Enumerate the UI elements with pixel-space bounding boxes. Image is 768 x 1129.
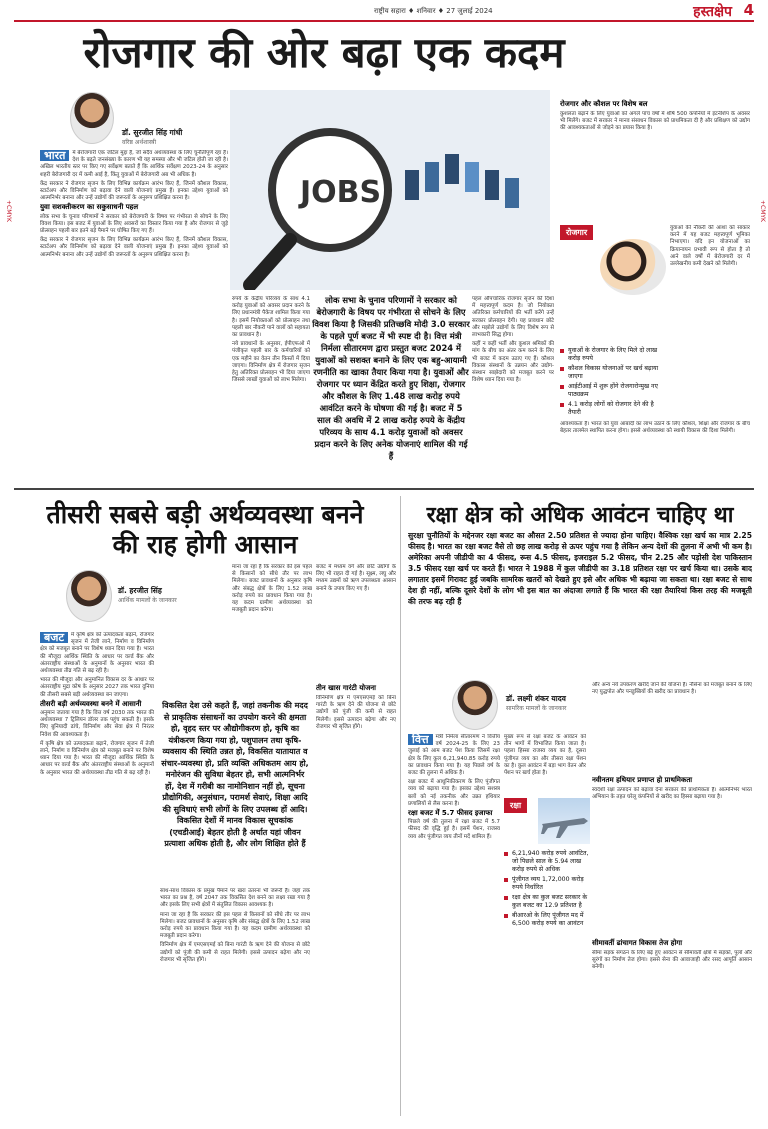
section-divider	[14, 488, 754, 490]
paragraph: में कृषि क्षेत्र को उत्पादकता बढ़ाने, रोजगार सृजन में तेजी लाने, निर्माण व विनिर्माण क्षेत्र को मजबूत बनाने पर विशेष ध्यान दिया गया है। भारत की मौजूदा आर्थिक स्थिति के आधार पर वर्ल्ड बैंक और अंतरराष्ट्रीय संस्थाओं के अनुमानों के अनुसार भारत की अर्थव्यवस्था तीव्र गति से बढ़ रही है।	[40, 632, 154, 675]
highlight-item: कौशल विकास योजनाओं पर खर्च बढ़ाया जाएगा	[560, 365, 664, 381]
article3-col3-head2: सीमावर्ती ढांचागत विकास तेज होगा	[592, 939, 683, 947]
article2-column-3	[316, 564, 396, 674]
paragraph: में बेरोजगारी एक जटिल मुद्दा है, जो सदैव अर्थव्यवस्था के लिए चुनौतीपूर्ण रहा है। देश के बढ़ते जनसंख्या के कारण भी यह समस्या और भी जटिल होती जा रही है। अखिल भारतीय स्तर पर किए गए सर्वेक्षण बताते हैं कि आर्थिक सर्वेक्षण 2023-24 के अनुसार शहरी बेरोजगारी दर में कमी आई है, किंतु युवाओं में बेरोजगारी अब भी अधिक है।	[40, 150, 228, 178]
paragraph: युवाओं की नौकरी की आशा को साकार करने में यह बजट महत्त्वपूर्ण भूमिका निभाएगा। यदि इन योजनाओं का क्रियान्वयन प्रभावी रूप से होता है तो आने वाले वर्षों में बेरोजगारी दर में उल्लेखनीय कमी देखने को मिलेगी।	[670, 225, 750, 268]
paragraph: साथ-साथ विकास के प्रमुख पैमाने पर खरा उतरना भी जरूरी है। जहां तक भारत का प्रश्न है, वर्ष 2047 तक विकसित देश बनने का लक्ष्य रखा गया है और इसके लिए सभी क्षेत्रों में संतुलित विकास आवश्यक है।	[160, 888, 310, 909]
jet-icon	[538, 798, 590, 844]
highlight-item: बीआरओ के लिए पूंजीगत मद में 6,500 करोड़ रुपये का आवंटन	[504, 912, 590, 928]
article3-col3-head: नवीनतम हथियार प्रणाप्त हो प्राथमिकता	[592, 776, 693, 784]
defence-box	[504, 798, 590, 1098]
paragraph: कहीं न कहीं भर्ती और कुशल श्रमिकों की मांग के बीच का अंतर कम करने के लिए भी बजट में कदम उठाए गए हैं। कौशल विकास संस्थानों के उन्नयन और उद्योग-संस्थान साझेदारी को मजबूत करने पर विशेष ध्यान दिया गया है।	[472, 341, 554, 384]
article3-column-3	[592, 682, 752, 1110]
paragraph: रुपये के केंद्रीय परिव्यय के साथ 4.1 करोड़ युवाओं को अवसर प्रदान करने के लिए प्रधानमंत्री पैकेज शामिल किया गया है। इसमें नियोक्ताओं को प्रोत्साहन तथा पहली बार नौकरी पाने वालों को सहायता का प्रावधान है।	[232, 296, 310, 339]
article1-column-3	[472, 296, 554, 476]
paragraph: पहल औपचारिक रोजगार सृजन की दिशा में महत्त्वपूर्ण कदम है। जो नियोक्ता अतिरिक्त कर्मचारियों की भर्ती करेंगे उन्हें सरकार प्रोत्साहन देगी। यह प्रावधान छोटे और मझोले उद्योगों के लिए विशेष रूप से लाभकारी सिद्ध होगा।	[472, 296, 554, 339]
highlight-item: युवाओं के रोजगार के लिए मिले दो लाख करोड़ रुपये	[560, 347, 664, 363]
masthead	[14, 1, 754, 22]
article1-highlights	[560, 347, 664, 417]
article1-author-photo	[70, 92, 114, 144]
article2-author-role: आर्थिक मामलों के जानकार	[118, 597, 177, 604]
article3-author: डॉ. लक्ष्मी शंकर यादव	[506, 694, 566, 703]
article3-author-photo	[452, 680, 498, 730]
article2-headline: तीसरी सबसे बड़ी अर्थव्यवस्था बनने की राह होगी आसान	[46, 500, 364, 559]
paragraph: पिछले वर्ष की तुलना में रक्षा बजट में 5.7 फीसद की वृद्धि हुई है। इसमें पेंशन, राजस्व व्यय और पूंजीगत व्यय तीनों मदें शामिल हैं।	[408, 819, 500, 840]
article1-column-1	[40, 150, 228, 480]
paragraph: रक्षा बजट में आधुनिकीकरण के लिए पूंजीगत व्यय को बढ़ाया गया है। इसका उद्देश्य सशस्त्र बलों को नई तकनीक और उन्नत हथियार प्रणालियों से लैस करना है।	[408, 779, 500, 807]
paragraph: स्वदेशी रक्षा उत्पादन को बढ़ावा देना सरकार की प्राथमिकता है। आत्मनिर्भर भारत अभियान के तहत घरेलू कंपनियों से खरीद का हिस्सा बढ़ाया गया है।	[592, 787, 752, 801]
youth-group-photo	[600, 239, 666, 295]
paragraph: कुशलता बढ़ाने के लिए युवाओं को अगले पांच वर्षों में शीर्ष 500 कंपनियों में इंटर्नशिप के अवसर भी मिलेंगे। बजट में सरकार ने मानव संसाधन विकास को प्राथमिकता दी है और प्रशिक्षण को उद्योग की आवश्यकताओं से जोड़ने का प्रयास किया है।	[560, 111, 750, 132]
article1-headline: रोजगार की ओर बढ़ा एक कदम	[83, 28, 565, 77]
article2-drop-word: बजट	[40, 632, 68, 643]
person-figure	[405, 170, 419, 200]
article2-author: डॉ. हरजीत सिंह	[118, 586, 162, 595]
paragraph: बजट में मध्यम वर्ग और छोटे उद्योगों के लिए भी राहत दी गई है। सूक्ष्म, लघु और मध्यम उद्यमों को ऋण उपलब्धता आसान बनाने के उपाय किए गए हैं।	[316, 564, 396, 592]
paragraph: मंत्री निर्मला सीतारमण ने वित्तीय वर्ष 2024-25 के लिए 23 जुलाई को आम बजट पेश किया जिसमें रक्षा क्षेत्र के लिए कुल 6,21,940.85 करोड़ रुपये का प्रावधान किया गया है। यह पिछले वर्ष के बजट की तुलना में अधिक है।	[408, 734, 500, 777]
highlight-item: 6,21,940 करोड़ रुपये आवंटित, जो पिछले साल के 5.94 लाख करोड़ रुपये से अधिक	[504, 850, 590, 874]
highlight-item: 4.1 करोड़ लोगों को रोजगार देने की है तैयारी	[560, 401, 664, 417]
page-number: 4	[743, 1, 754, 19]
article1-author: डॉ. सुरजीत सिंह गांधी	[122, 128, 183, 137]
article3-highlights	[504, 850, 590, 930]
article1-byline	[122, 128, 242, 146]
jobs-illustration	[230, 90, 550, 290]
paragraph: सीमा सड़क संगठन के लिए बढ़े हुए आवंटन से सीमावर्ती क्षेत्रों में सड़कों, पुलों और सुरंगों का निर्माण तेज होगा। इससे सेना की आवाजाही और रसद आपूर्ति आसान बनेगी।	[592, 950, 752, 971]
brand-logo: हस्तक्षेप	[693, 4, 732, 20]
article2-pull-quote: विकसित देश उसे कहते हैं, जहां तकनीक की मदद से प्राकृतिक संसाधनों का उपयोग करने की क्षमता हो, वृहद स्तर पर औद्योगीकरण हो, कृषि का यंत्रीकरण किया गया हो, पशुपालन तथा कृषि-व्यवसाय की स्थिति उन्नत हो, विकसित यातायात व संचार-व्यवस्था हो, प्रति व्यक्ति अधिकतम आय हो, मनोरंजन की सुविधा बेहतर हो, सभी आत्मनिर्भर हों, देश में गरीबी का नामोनिशान नहीं हो, सूचना प्रौद्योगिकी, अनुसंधान, परामर्श सेवाएं, शिक्षा आदि की सुविधाएं सभी लोगों के लिए उपलब्ध हों आदि। विकसित देशों में मानव विकास सूचकांक (एचडीआई) बेहतर होती है अर्थात यहां जीवन प्रत्याशा अधिक होती है, और लोग शिक्षित होते हैं	[161, 701, 309, 848]
person-figure	[465, 162, 479, 192]
article2-byline	[118, 586, 228, 604]
article3-headline: रक्षा क्षेत्र को अधिक आवंटन चाहिए था	[426, 502, 734, 528]
article3-column-1	[408, 734, 500, 1108]
article2-bottom-column	[160, 888, 310, 1108]
article3-byline	[506, 694, 596, 712]
paragraph: लोक सभा के चुनाव परिणामों ने सरकार को बेरोजगारी के विषय पर गंभीरता से सोचने के लिए विवश किया। इस बजट में युवाओं के लिए अवसरों का विस्तार किया गया है और रोजगार से जुड़े प्रोत्साहन पहली बार इतने बड़े पैमाने पर घोषित किए गए हैं।	[40, 213, 228, 235]
article1-column-2	[232, 296, 310, 476]
article3-author-role: सामरिक मामलों के जानकार	[506, 705, 567, 712]
paragraph: मुख्य रूप से रक्षा बजट के आवंटन को तीन भागों में विभाजित किया जाता है। पहला हिस्सा राजस्व व्यय का है, दूसरा पूंजीगत व्यय का और तीसरा रक्षा पेंशन का है। कुल आवंटन में बड़ा भाग वेतन और पेंशन पर खर्च होता है।	[504, 734, 586, 777]
paragraph: माना जा रहा है कि सरकार की इस पहल से किसानों को सीधे तौर पर लाभ मिलेगा। बजट प्रावधानों के अनुसार कृषि और संबद्ध क्षेत्रों के लिए 1.52 लाख करोड़ रुपये का प्रावधान किया गया है। यह कदम ग्रामीण अर्थव्यवस्था को मजबूती प्रदान करेगा।	[232, 564, 312, 614]
paragraph: आवश्यकता है। भारत को युवा आबादी का लाभ उठाने के लिए कौशल, शिक्षा और रोजगार के बीच बेहतर तालमेल स्थापित करना होगा। इससे अर्थव्यवस्था को स्थायी विकास की दिशा मिलेगी।	[560, 421, 750, 435]
person-figure	[425, 162, 439, 192]
svg-text:JOBS: JOBS	[300, 175, 382, 210]
article2-author-photo	[66, 570, 112, 622]
paragraph: में कृषि क्षेत्र को उत्पादकता बढ़ाने, रोजगार सृजन में तेजी लाने, निर्माण व विनिर्माण क्षेत्र को मजबूत बनाने पर विशेष ध्यान दिया गया है। भारत की मौजूदा आर्थिक स्थिति के आधार पर वर्ल्ड बैंक और अंतरराष्ट्रीय संस्थाओं के अनुमानों के अनुसार भारत की अर्थव्यवस्था तीव्र गति से बढ़ रही है।	[40, 740, 154, 776]
article1-pull-quote: लोक सभा के चुनाव परिणामों ने सरकार को बेरोजगारी के विषय पर गंभीरता से सोचने के लिए विवश किया है जिसकी प्रतिच्छवि मोदी 3.0 सरकार के पहले पूर्ण बजट में भी स्पष्ट दी है। वित्त मंत्री निर्मला सीतारमण द्वारा प्रस्तुत बजट 2024 में युवाओं को सशक्त बनाने के लिए एक बहु-आयामी रणनीति का खाका तैयार किया गया है। युवाओं और रोजगार पर ध्यान केंद्रित करते हुए शिक्षा, रोजगार और कौशल के लिए 1.48 लाख करोड़ रुपये आवंटित करने के घोषणा की गई है। बजट में 5 साल की अवधि में 2 लाख करोड़ रुपये के केंद्रीय परिव्यय के साथ 4.1 करोड़ युवाओं को अवसर प्रदान करने के लिए अनेक योजनाएं शामिल की गई हैं	[312, 295, 470, 461]
highlight-item: रक्षा क्षेत्र का कुल बजट सरकार के कुल बजट का 12.9 प्रतिशत है	[504, 894, 590, 910]
highlight-item: पूंजीगत व्यय 1,72,000 करोड़ रुपये निर्धारित	[504, 876, 590, 892]
paragraph: केंद्र सरकार ने रोजगार सृजन के लिए विभिन्न कार्यक्रम आरंभ किए हैं, जिनमें कौशल विकास, स्टार्टअप और विनिर्माण को बढ़ावा देने वाली योजनाएं प्रमुख हैं। इनका उद्देश्य युवाओं को आत्मनिर्भर बनाना और उन्हें उद्योगों की जरूरतों के अनुरूप प्रशिक्षित करना है।	[40, 180, 228, 202]
article3-drop-word: वित्त	[408, 734, 433, 745]
employment-box	[560, 225, 750, 345]
article2-col3-head: तीन खास गारंटी योजना	[316, 684, 376, 692]
paragraph: और अन्य नये उपकरण खरीदे जाने की योजना है। नौसेना को मजबूत बनाने के लिए नए युद्धपोत और पनडुब्बियों की खरीद का प्रावधान है।	[592, 682, 752, 696]
article2-column-3b	[316, 682, 396, 1062]
article3-column-2	[504, 734, 586, 794]
paragraph: नये प्रावधानों के अनुसार, ईपीएफओ में पंजीकृत पहली बार के कर्मचारियों को एक महीने का वेतन तीन किस्तों में दिया जाएगा। विनिर्माण क्षेत्र में रोजगार सृजन हेतु अतिरिक्त प्रोत्साहन भी दिया जाएगा जिससे लाखों युवाओं को लाभ मिलेगा।	[232, 341, 310, 384]
paragraph: अनुमान जताया गया है कि वित्त वर्ष 2030 तक भारत की अर्थव्यवस्था 7 ट्रिलियन डॉलर तक पहुंच सकती है। इसके लिए बुनियादी ढांचे, विनिर्माण और सेवा क्षेत्र में निरंतर निवेश की आवश्यकता है।	[40, 710, 154, 738]
article3-lede: सुरक्षा चुनौतियों के मद्देनजर रक्षा बजट का औसत 2.50 प्रतिशत से ज्यादा होना चाहिए। वैश्विक रक्षा खर्च का मात्र 2.25 फीसद है। भारत का रक्षा बजट वैसे तो छह लाख करोड़ से ऊपर पहुंच गया है लेकिन अन्य देशों की तुलना में अभी भी कम है। अमेरिका अपनी जीडीपी का 4 फीसद, रूस 4.5 फीसद, इजराइल 5.2 फीसद, चीन 2.25 और पड़ोसी देश पाकिस्तान 3.5 फीसद रक्षा खर्च पर करते हैं। भारत ने 1988 में कुल जीडीपी का 3.18 प्रतिशत रक्षा पर खर्च किया था। उसके बाद लगातार इसमें गिरावट हुई जबकि सामरिक खतरों को देखते हुए इसे और अधिक भी बढ़ाया जा सकता था। रक्षा बजट से साथ देश ही नहीं, बल्कि दूसरे देशों के लोग भी इस बात का अंदाजा लगाते हैं कि भारत की रक्षा तैयारियां किस तरह की मजबूती की तरफ बढ़ रही हैं	[408, 531, 752, 606]
article2-column-1	[40, 632, 154, 1112]
registration-mark-left: +CMYK	[5, 200, 12, 222]
article3-subhead: रक्षा बजट में 5.7 फीसद इजाफा	[408, 809, 493, 818]
article1-col4-head: रोजगार और कौशल पर विशेष बल	[560, 100, 648, 108]
person-figure	[485, 170, 499, 200]
paragraph: विनिर्माण क्षेत्र में एमएसएमई को बिना गारंटी के ऋण देने की योजना से छोटे उद्योगों को पूंजी की कमी से राहत मिलेगी। इससे उत्पादन बढ़ेगा और नए रोजगार भी सृजित होंगे।	[160, 942, 310, 963]
article1-subhead: युवा सशक्तीकरण का सकुसाधनी पहल	[40, 203, 139, 212]
paragraph: विनिर्माण क्षेत्र में एमएसएमई को बिना गारंटी के ऋण देने की योजना से छोटे उद्योगों को पूंजी की कमी से राहत मिलेगी। इससे उत्पादन बढ़ेगा और नए रोजगार भी सृजित होंगे।	[316, 695, 396, 730]
highlight-item: आईटीआई में शुरू होंगे रोजगारोन्मुख नए पाठ्यक्रम	[560, 383, 664, 399]
article2-subhead: तीसरी बड़ी अर्थव्यवस्था बनने में आसानी	[40, 699, 142, 708]
article2-column-2	[232, 564, 312, 674]
magnifier-jobs-icon	[230, 90, 550, 290]
registration-mark-right: +CMYK	[759, 200, 766, 222]
paragraph: माना जा रहा है कि सरकार की इस पहल से किसानों को सीधे तौर पर लाभ मिलेगा। बजट प्रावधानों के अनुसार कृषि और संबद्ध क्षेत्रों के लिए 1.52 लाख करोड़ रुपये का प्रावधान किया गया है। यह कदम ग्रामीण अर्थव्यवस्था को मजबूती प्रदान करेगा।	[160, 911, 310, 940]
fighter-jet-image	[538, 798, 590, 844]
article1-column-4	[560, 98, 750, 478]
article1-author-role: वरिष्ठ अर्थशास्त्री	[122, 139, 157, 146]
column-divider	[400, 496, 401, 1116]
section-tag: रक्षा	[504, 798, 527, 813]
person-figure	[505, 178, 519, 208]
paragraph: केंद्र सरकार ने रोजगार सृजन के लिए विभिन्न कार्यक्रम आरंभ किए हैं, जिनमें कौशल विकास, स्टार्टअप और विनिर्माण को बढ़ावा देने वाली योजनाएं प्रमुख हैं। इनका उद्देश्य युवाओं को आत्मनिर्भर बनाना और उन्हें उद्योगों की जरूरतों के अनुरूप प्रशिक्षित करना है।	[40, 237, 228, 258]
section-tag: रोजगार	[560, 225, 593, 240]
article1-drop-word: भारत	[40, 150, 69, 161]
issue-line: राष्ट्रीय सहारा ♦ शनिवार ♦ 27 जुलाई 2024	[374, 7, 493, 15]
paragraph: भारत की मौजूदा और अनुमानित विकास दर के आधार पर अंतरराष्ट्रीय मुद्रा कोष के अनुसार 2027 तक भारत दुनिया की तीसरी सबसे बड़ी अर्थव्यवस्था बन जाएगा।	[40, 677, 154, 698]
person-figure	[445, 154, 459, 184]
